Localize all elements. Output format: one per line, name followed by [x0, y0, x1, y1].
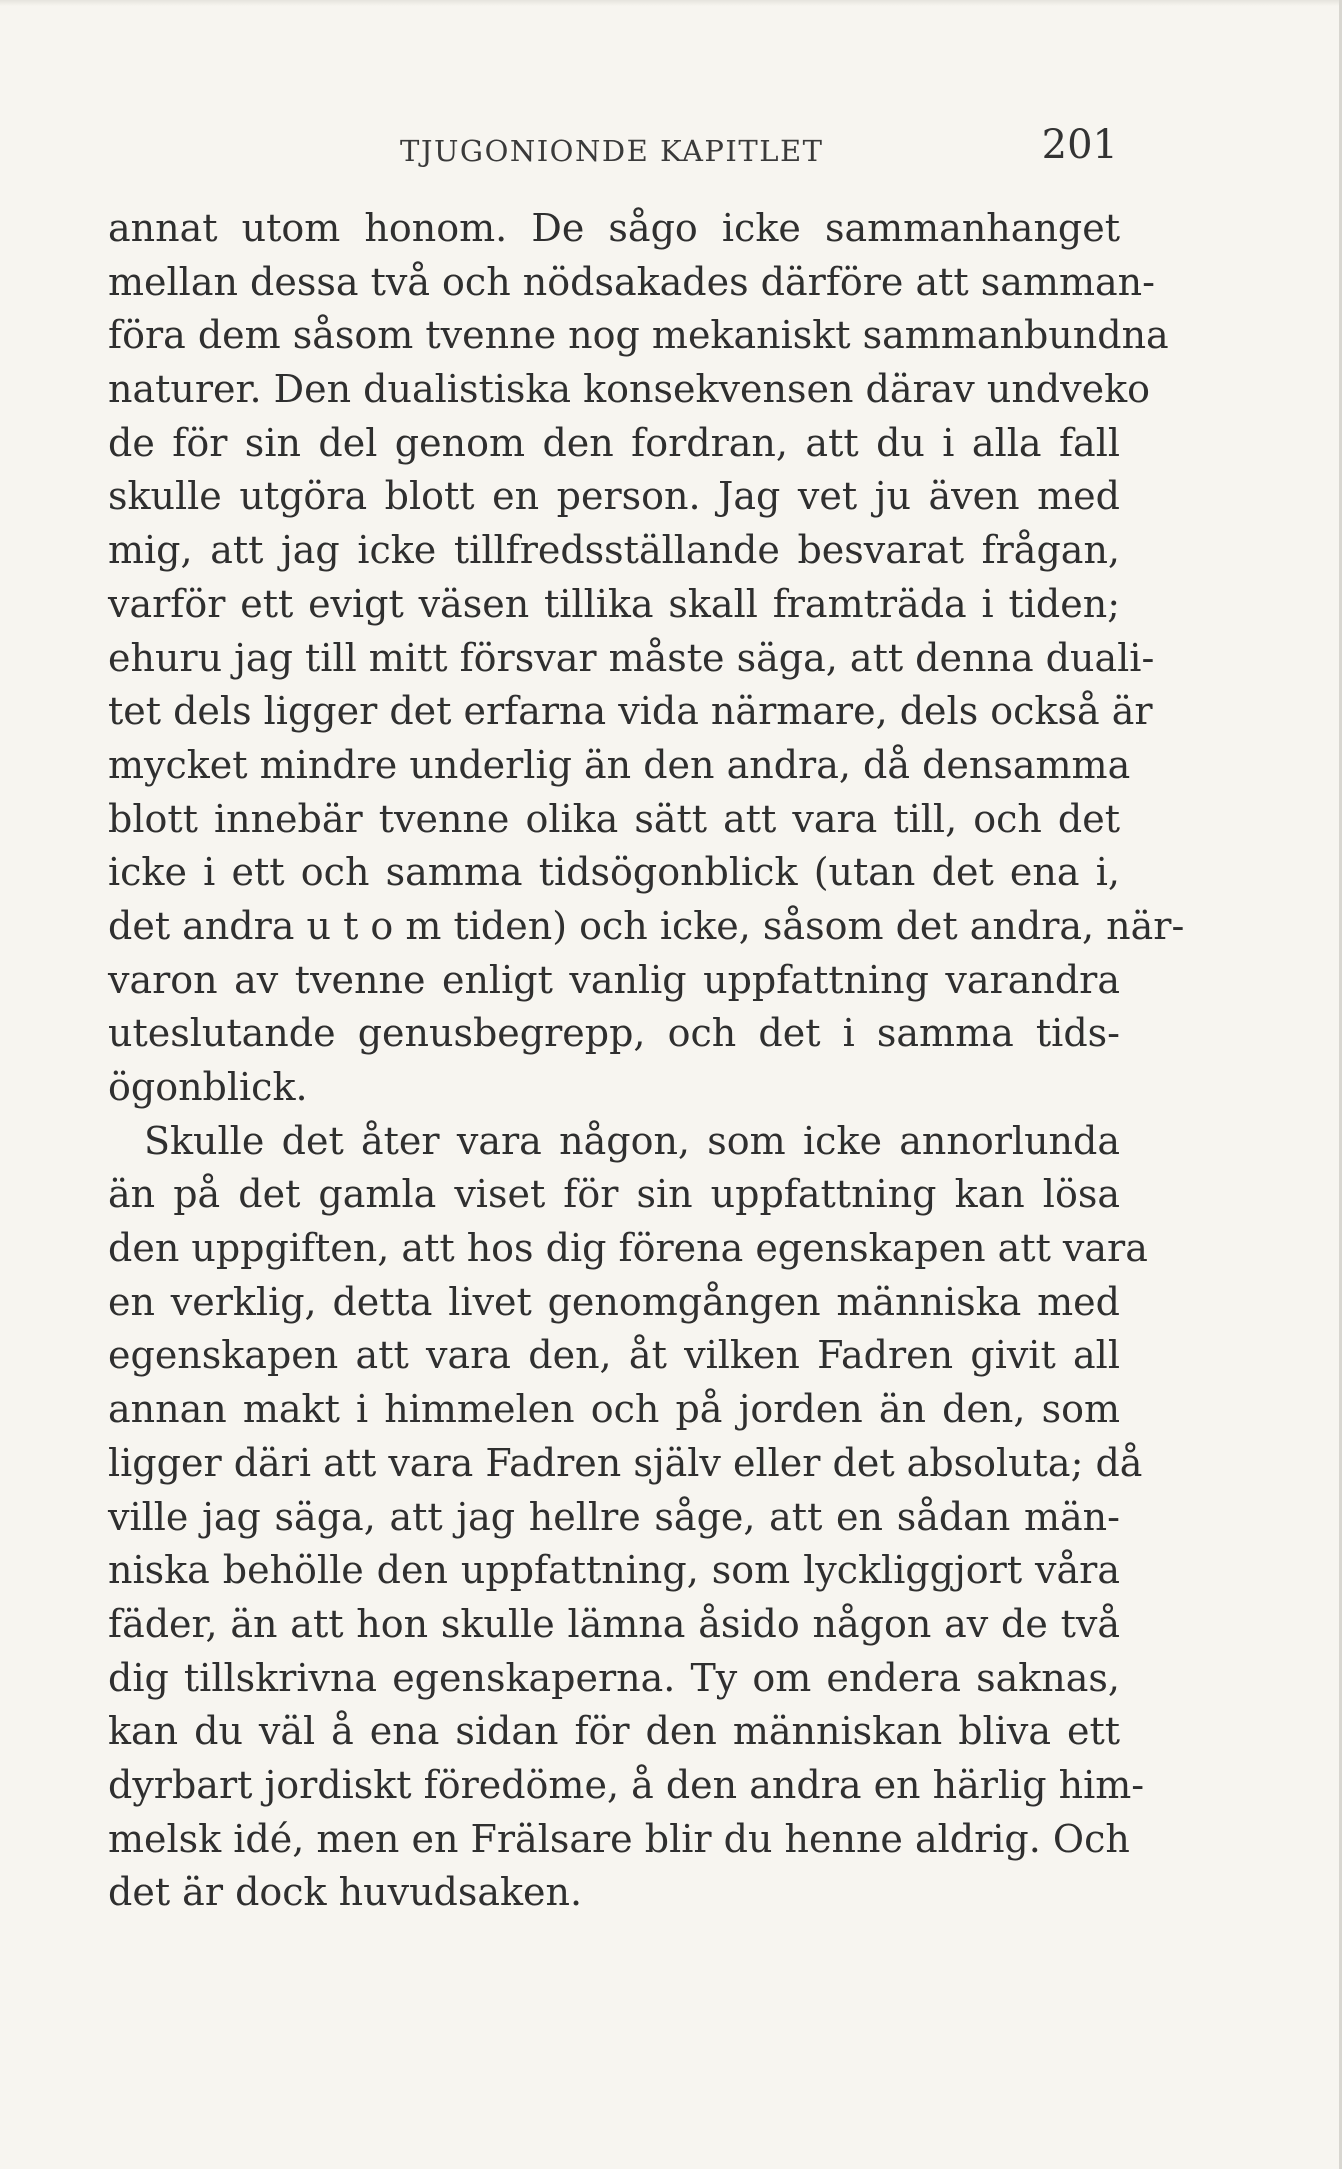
- text-line: mig, att jag icke tillfredsställande besvarat frågan,: [108, 528, 1120, 573]
- text-line: melsk idé, men en Frälsare blir du henne aldrig. Och: [108, 1816, 1130, 1861]
- text-line: naturer. Den dualistiska konsekvensen därav undveko: [108, 367, 1150, 412]
- text-line: tet dels ligger det erfarna vida närmare, dels också är: [108, 689, 1153, 734]
- text-line: mellan dessa två och nödsakades därföre att samman-: [108, 259, 1155, 304]
- text-line: icke i ett och samma tidsögonblick (utan det ena i,: [108, 850, 1120, 895]
- text-line: ligger däri att vara Fadren själv eller det absoluta; då: [108, 1440, 1143, 1485]
- text-line: egenskapen att vara den, åt vilken Fadren givit all: [108, 1333, 1120, 1378]
- text-line: den uppgiften, att hos dig förena egenskapen att vara: [108, 1226, 1148, 1271]
- body-text: [108, 202, 1185, 1920]
- text-line: annat utom honom. De sågo icke sammanhanget: [108, 206, 1120, 250]
- text-line: blott innebär tvenne olika sätt att vara till, och det: [108, 796, 1120, 841]
- text-line: en verklig, detta livet genomgången människa med: [108, 1279, 1120, 1324]
- text-line-paragraph-end: det är dock huvudsaken.: [108, 1870, 583, 1915]
- page-top-edge: [0, 0, 1342, 6]
- text-line: mycket mindre underlig än den andra, då densamma: [108, 742, 1131, 787]
- text-line: niska behölle den uppfattning, som lyckliggjort våra: [108, 1548, 1120, 1593]
- text-line: dyrbart jordiskt föredöme, å den andra en härlig him-: [108, 1762, 1145, 1807]
- running-title: TJUGONIONDE KAPITLET: [400, 134, 824, 168]
- text-line: fäder, än att hon skulle lämna åsido någon av de två: [108, 1601, 1120, 1646]
- text-line-paragraph-end: ögonblick.: [108, 1065, 308, 1109]
- running-header: [108, 122, 1118, 178]
- text-line: de för sin del genom den fordran, att du i alla fall: [108, 420, 1120, 465]
- text-line: kan du väl å ena sidan för den människan bliva ett: [108, 1709, 1120, 1754]
- text-line: dig tillskrivna egenskaperna. Ty om endera saknas,: [108, 1655, 1120, 1700]
- text-line: ville jag säga, att jag hellre såge, att en sådan män-: [108, 1494, 1120, 1539]
- text-line: ehuru jag till mitt försvar måste säga, att denna duali-: [108, 635, 1155, 680]
- page-number: 201: [1041, 122, 1118, 168]
- text-line: annan makt i himmelen och på jorden än den, som: [108, 1387, 1120, 1432]
- text-line: än på det gamla viset för sin uppfattning kan lösa: [108, 1172, 1120, 1217]
- text-line: föra dem såsom tvenne nog mekaniskt sammanbundna: [108, 313, 1169, 358]
- text-line-paragraph-start: Skulle det åter vara någon, som icke annorlunda: [144, 1118, 1120, 1163]
- text-line: varför ett evigt väsen tillika skall framträda i tiden;: [108, 581, 1120, 626]
- text-line: varon av tvenne enligt vanlig uppfattning varandra: [108, 957, 1120, 1002]
- text-line: skulle utgöra blott en person. Jag vet ju även med: [108, 474, 1120, 519]
- text-line: uteslutande genusbegrepp, och det i samma tids-: [108, 1011, 1120, 1056]
- text-line: det andra u t o m tiden) och icke, såsom det andra, när-: [108, 903, 1185, 948]
